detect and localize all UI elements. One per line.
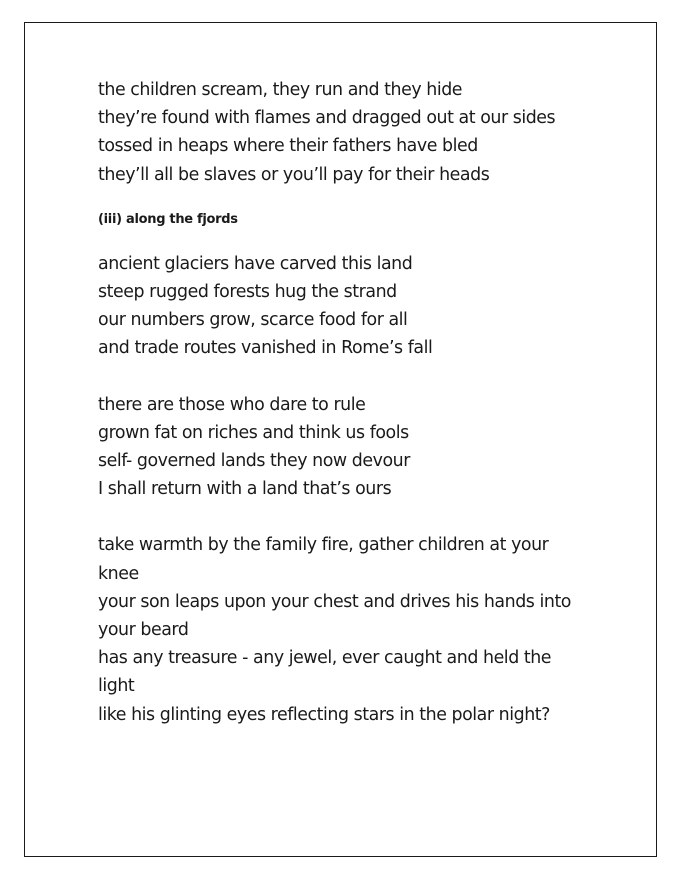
poem-line: your beard (98, 620, 189, 641)
poem-line: they’re found with flames and dragged out at our sides (98, 108, 556, 129)
poem-line: self- governed lands they now devour (98, 451, 410, 472)
poem-line: there are those who dare to rule (98, 394, 366, 415)
stanza-gap (98, 503, 618, 531)
poem-line: and trade routes vanished in Rome’s fall (98, 338, 433, 359)
poem-line: grown fat on riches and think us fools (98, 422, 409, 443)
poem-line: tossed in heaps where their fathers have bled (98, 136, 478, 157)
poem-line: has any treasure - any jewel, ever caught and held the (98, 648, 552, 669)
stanza-4 (98, 531, 618, 728)
poem-line: light (98, 676, 135, 697)
poem-line: your son leaps upon your chest and drives his hands into (98, 591, 571, 612)
stanza-3 (98, 391, 618, 504)
stanza-gap (98, 363, 618, 391)
poem-line: take warmth by the family fire, gather children at your (98, 535, 549, 556)
poem-line: our numbers grow, scarce food for all (98, 310, 408, 331)
stanza-2 (98, 250, 618, 363)
poem-content (98, 76, 618, 729)
poem-line: the children scream, they run and they hide (98, 80, 463, 100)
poem-line: like his glinting eyes reflecting stars in the polar night? (98, 704, 550, 725)
stanza-1 (98, 76, 618, 189)
poem-line: ancient glaciers have carved this land (98, 253, 413, 274)
poem-line: they’ll all be slaves or you’ll pay for their heads (98, 164, 490, 185)
poem-line: steep rugged forests hug the strand (98, 282, 397, 303)
section-heading: (iii) along the fjords (98, 211, 238, 227)
poem-line: I shall return with a land that’s ours (98, 479, 392, 500)
poem-line: knee (98, 563, 139, 584)
